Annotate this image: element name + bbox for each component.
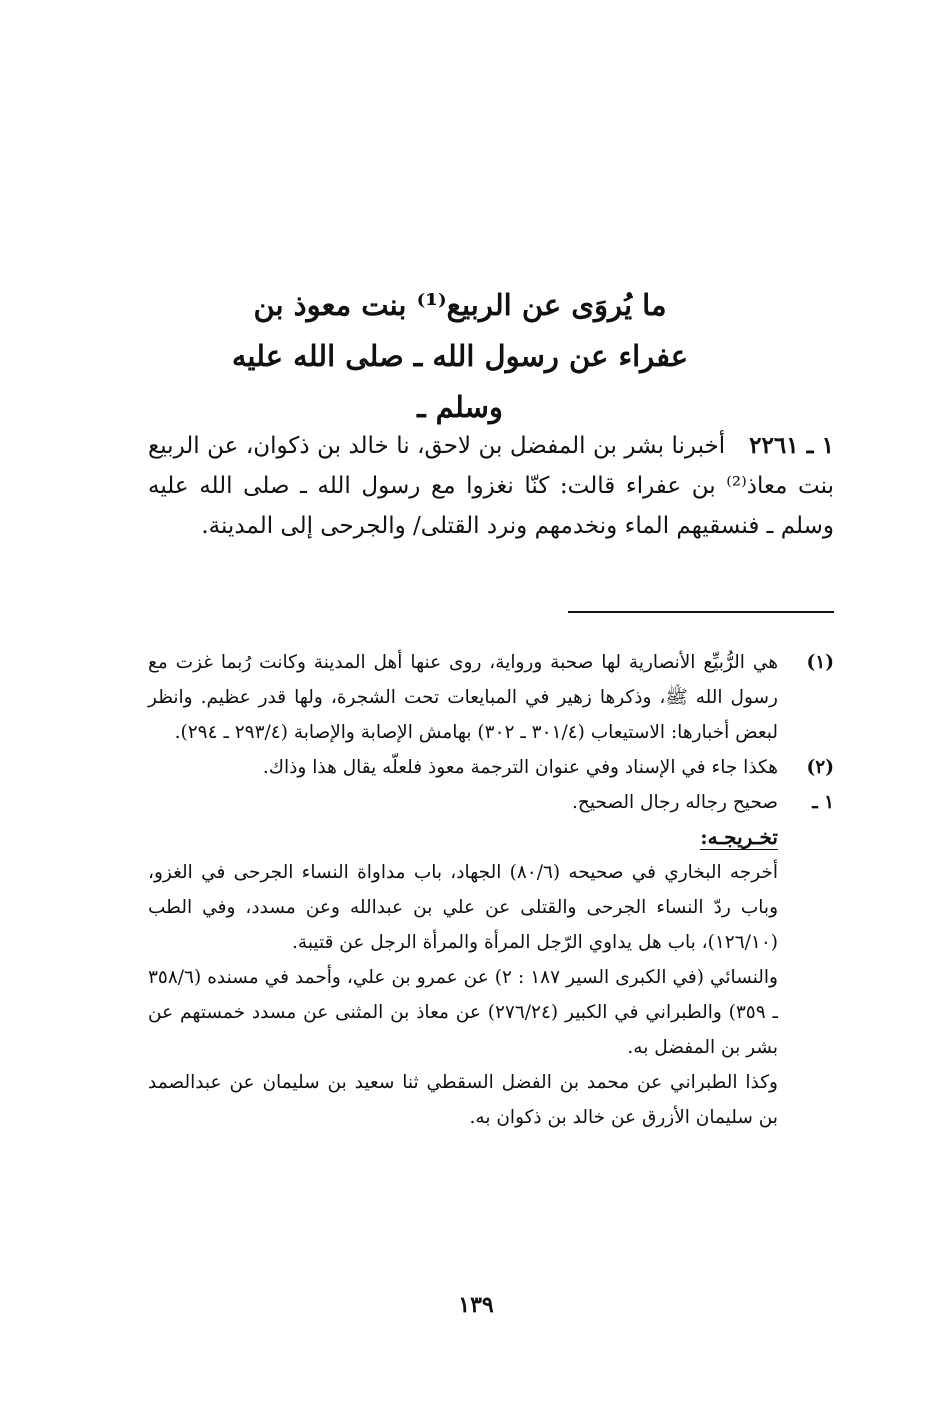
footnotes-section — [148, 645, 834, 1135]
footnote — [148, 785, 834, 820]
heading-line-2: عفراء عن رسول الله ـ صلى الله عليه — [231, 339, 689, 373]
chapter-heading — [200, 280, 720, 433]
page-number: ١٣٩ — [458, 1292, 494, 1318]
footnote-text: صحيح رجاله رجال الصحيح. — [572, 792, 778, 813]
heading-line-3: وسلم ـ — [417, 390, 503, 424]
hadith-number: ١ ـ ٢٢٦١ — [749, 432, 834, 459]
takhrij-paragraph: والنسائي (في الكبرى السير ١٨٧ : ٢) عن عمرو بن علي، وأحمد في مسنده (٣٥٨/٦ ـ ٣٥٩) والطبراني في الكبير (٢٧٦/٢٤) عن معاذ بن المثنى عن مسدد خمستهم عن بشر بن المفضل به. — [148, 967, 778, 1058]
footnote-label: ١ ـ — [812, 792, 834, 813]
footnote-text: هي الرُّبيِّع الأنصارية لها صحبة ورواية، روى عنها أهل المدينة وكانت رُبما غزت مع رسول الله ﷺ، وذكرها زهير في المبايعات تحت الشجرة، ولها قدر عظيم. وانظر لبعض أخبارها: الاستيعاب (٣٠١/٤ ـ ٣٠٢) بهامش الإصابة والإصابة (٢٩٣/٤ ـ ٢٩٤). — [148, 652, 778, 743]
takhrij-paragraph: وكذا الطبراني عن محمد بن الفضل السقطي ثنا سعيد بن سليمان عن عبدالصمد بن سليمان الأزرق عن خالد بن ذكوان به. — [148, 1072, 778, 1128]
hadith-body: أخبرنا بشر بن المفضل بن لاحق، نا خالد بن ذكوان، عن الربيع بنت معاذ⁽²⁾ بن عفراء قالت: كنّا نغزوا مع رسول الله ـ صلى الله عليه وسلم ـ فنسقيهم الماء ونخدمهم ونرد القتلى/ والجرحى إلى المدينة. — [148, 433, 834, 539]
footnote-label: (١) — [806, 652, 834, 673]
takhrij-paragraph: أخرجه البخاري في صحيحه (٨٠/٦) الجهاد، باب مداواة النساء الجرحى في الغزو، وباب ردّ النساء الجرحى والقتلى عن علي بن عبدالله وعن مسدد، وفي الطب (١٢٦/١٠)، باب هل يداوي الرّجل المرأة والمرأة الرجل عن قتيبة. — [148, 862, 778, 953]
footnote-divider — [568, 611, 834, 613]
footnote — [148, 645, 834, 750]
hadith-text — [148, 426, 834, 546]
footnote-label: (٢) — [806, 757, 834, 778]
footnote — [148, 750, 834, 785]
heading-line-1: ما يُروَى عن الربيع⁽¹⁾ بنت معوذ بن — [253, 288, 667, 322]
footnote-text: هكذا جاء في الإسناد وفي عنوان الترجمة معوذ فلعلّه يقال هذا وذاك. — [262, 757, 778, 778]
takhrij-title: تخـريجـه: — [700, 825, 778, 849]
